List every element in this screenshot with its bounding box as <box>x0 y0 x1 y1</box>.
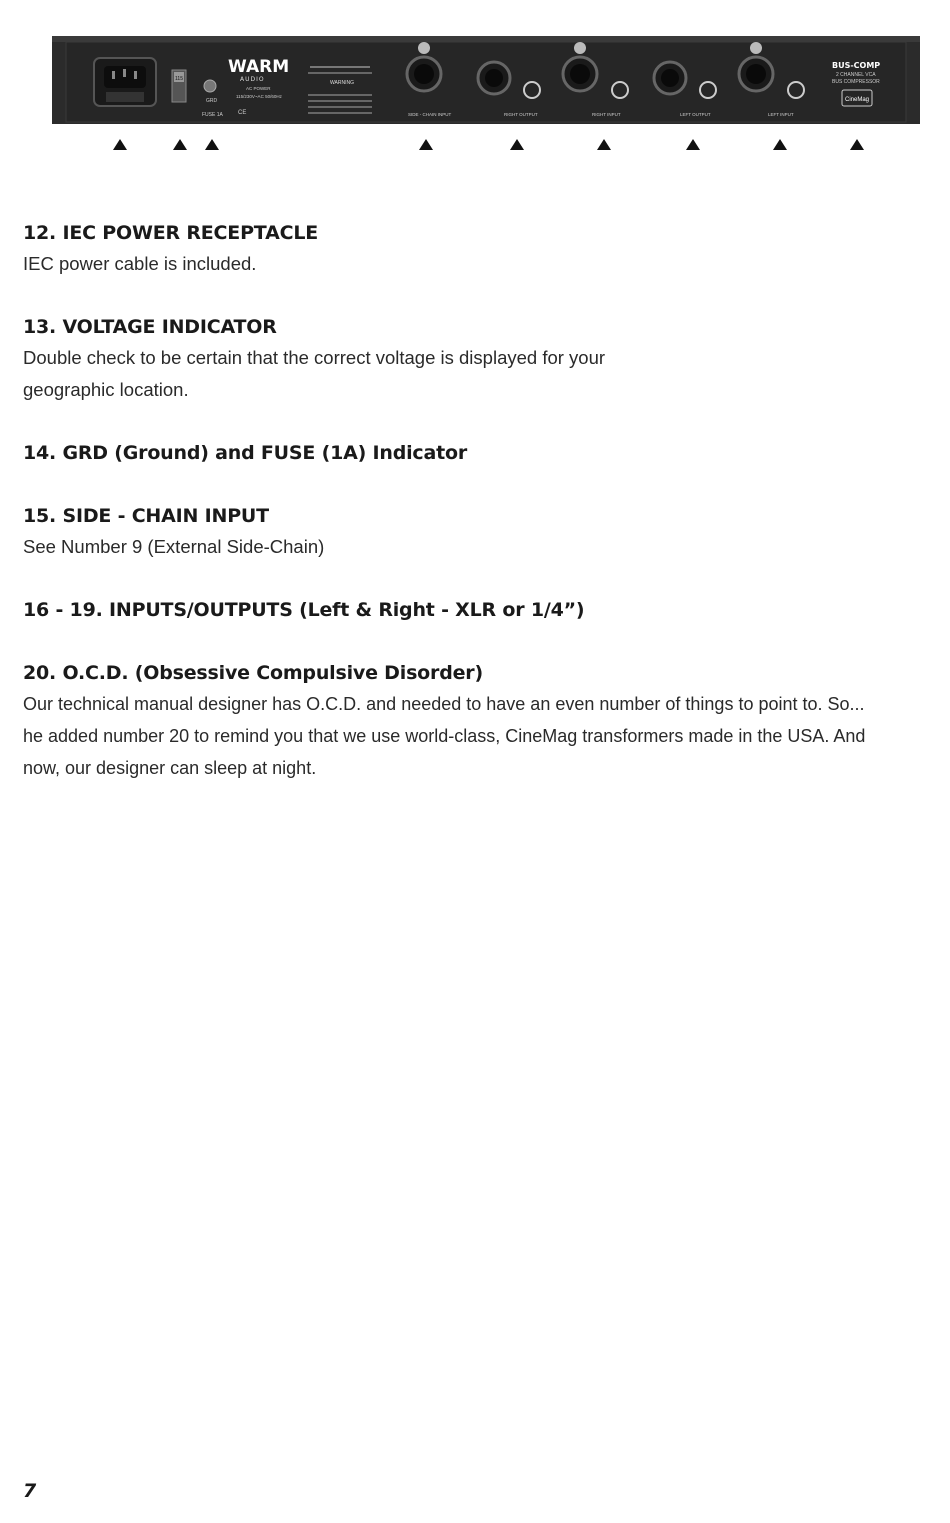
rear-panel-image <box>52 36 920 124</box>
section-iec-power <box>23 222 943 280</box>
pointer-arrows <box>0 136 950 156</box>
section-ocd <box>23 662 943 784</box>
cinemag-label: CineMag <box>845 97 870 103</box>
arrow-grd-fuse <box>205 139 219 150</box>
section-body <box>23 688 943 784</box>
page-number: 7 <box>23 1480 37 1502</box>
section-heading: 13. VOLTAGE INDICATOR <box>23 316 277 338</box>
section-heading: 20. O.C.D. (Obsessive Compulsive Disorder) <box>23 662 483 684</box>
arrow-voltage <box>173 139 187 150</box>
body-line: IEC power cable is included. <box>23 253 257 274</box>
model-sub2-text: BUS COMPRESSOR <box>832 79 880 85</box>
section-body <box>23 531 943 563</box>
left-output-xlr-icon <box>654 62 686 94</box>
ce-mark-icon: CE <box>238 110 247 116</box>
body-line: now, our designer can sleep at night. <box>23 758 317 778</box>
arrow-model-badge <box>850 139 864 150</box>
section-grd-fuse <box>23 442 943 464</box>
section-inputs-outputs <box>23 599 943 621</box>
left-input-label: LEFT INPUT <box>768 112 794 117</box>
arrow-right-output <box>510 139 524 150</box>
arrow-right-input <box>597 139 611 150</box>
body-line: Double check to be certain that the correct voltage is displayed for your <box>23 347 606 368</box>
body-line: he added number 20 to remind you that we use world-class, CineMag transformers made in the USA. And <box>23 726 866 746</box>
voltage-rating-text: 115/230V~AC 50/60Hz <box>236 94 282 99</box>
arrow-side-chain <box>419 139 433 150</box>
right-input-label: RIGHT INPUT <box>592 112 621 117</box>
section-side-chain <box>23 505 943 563</box>
model-name-text: BUS-COMP <box>832 61 881 70</box>
section-heading: 16 - 19. INPUTS/OUTPUTS (Left & Right - XLR or 1/4”) <box>23 599 585 621</box>
body-line: Our technical manual designer has O.C.D. and needed to have an even number of things to point to. So... <box>23 694 865 714</box>
body-line: See Number 9 (External Side-Chain) <box>23 536 325 557</box>
section-heading: 15. SIDE - CHAIN INPUT <box>23 505 269 527</box>
section-voltage-indicator <box>23 316 943 406</box>
ac-power-label: AC POWER <box>246 86 271 91</box>
grd-label: GRD <box>206 98 218 104</box>
side-chain-label: SIDE - CHAIN INPUT <box>408 112 452 117</box>
left-output-label: LEFT OUTPUT <box>680 112 711 117</box>
voltage-switch-text: 115 <box>175 76 183 82</box>
fuse-label: FUSE 1A <box>202 112 223 118</box>
iec-receptacle-icon <box>94 58 156 106</box>
voltage-switch-icon <box>172 70 186 102</box>
body-line: geographic location. <box>23 379 189 400</box>
ground-screw-icon <box>204 80 216 92</box>
warning-label: WARNING <box>330 80 354 86</box>
arrow-left-input <box>773 139 787 150</box>
brand-logo-text: WARM <box>228 57 290 77</box>
right-output-xlr-icon <box>478 62 510 94</box>
section-body <box>23 248 943 280</box>
arrow-left-output <box>686 139 700 150</box>
model-sub1-text: 2 CHANNEL VCA <box>836 72 876 78</box>
brand-sub-text: AUDIO <box>240 76 265 83</box>
section-body <box>23 342 943 406</box>
right-output-label: RIGHT OUTPUT <box>504 112 538 117</box>
arrow-iec <box>113 139 127 150</box>
section-heading: 14. GRD (Ground) and FUSE (1A) Indicator <box>23 442 467 464</box>
section-heading: 12. IEC POWER RECEPTACLE <box>23 222 319 244</box>
